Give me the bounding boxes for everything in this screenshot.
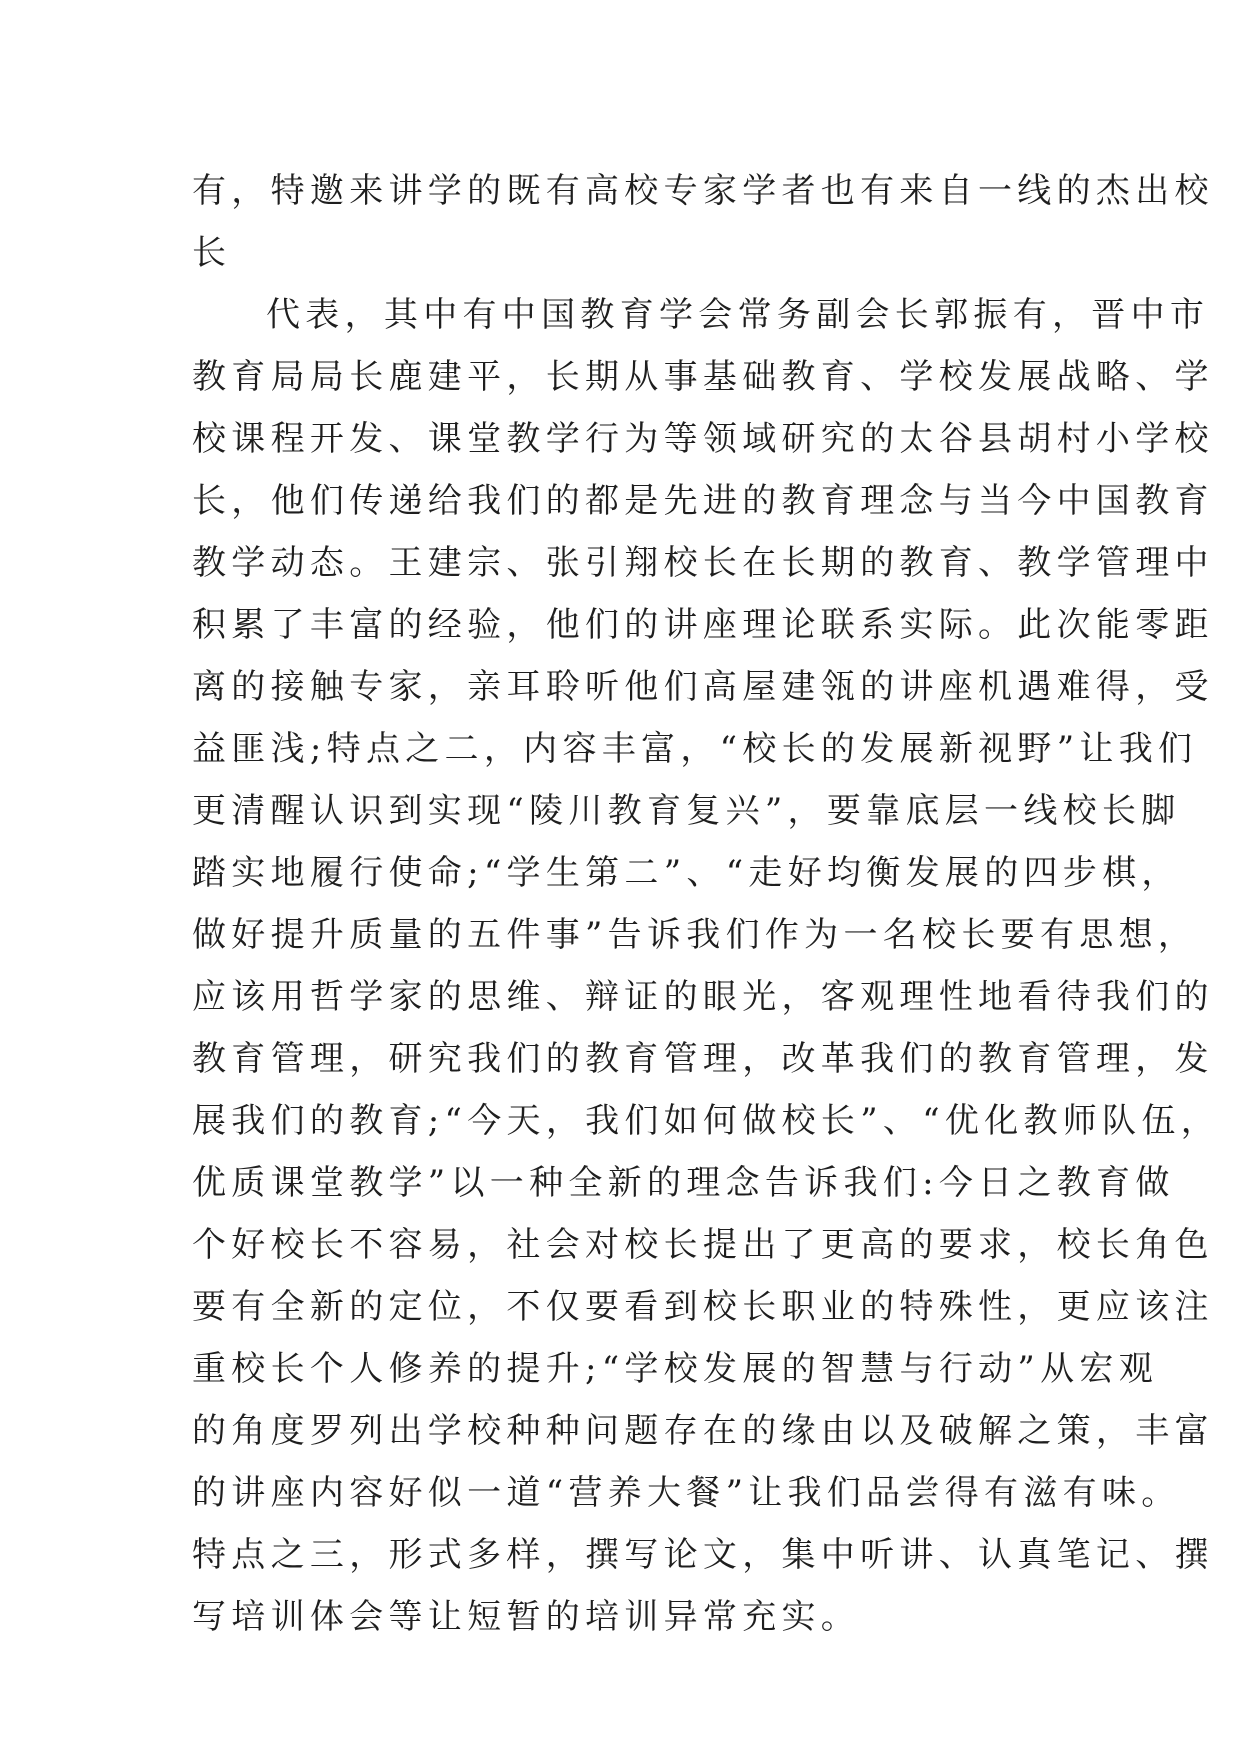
text-line-10: 益匪浅;特点之二，内容丰富，“校长的发展新视野”让我们 — [192, 729, 1198, 769]
text-line-5: 校课程开发、课堂教学行为等领域研究的太谷县胡村小学校 — [192, 419, 1214, 459]
text-line-11: 更清醒认识到实现“陵川教育复兴”，要靠底层一线校长脚 — [192, 791, 1181, 831]
text-line-19: 要有全新的定位，不仅要看到校长职业的特殊性，更应该注 — [192, 1287, 1214, 1327]
text-line-12: 踏实地履行使命;“学生第二”、“走好均衡发展的四步棋， — [192, 853, 1181, 893]
text-line-17: 优质课堂教学”以一种全新的理念告诉我们:今日之教育做 — [192, 1163, 1175, 1203]
body-text — [192, 160, 1220, 1648]
text-line-9: 离的接触专家，亲耳聆听他们高屋建瓴的讲座机遇难得，受 — [192, 667, 1214, 707]
text-line-3: 代表，其中有中国教育学会常务副会长郭振有，晋中市 — [266, 295, 1210, 335]
text-line-15: 教育管理，研究我们的教育管理，改革我们的教育管理，发 — [192, 1039, 1214, 1079]
text-line-22: 的讲座内容好似一道“营养大餐”让我们品尝得有滋有味。 — [192, 1473, 1181, 1513]
text-line-13: 做好提升质量的五件事”告诉我们作为一名校长要有思想， — [192, 915, 1198, 955]
text-line-18: 个好校长不容易，社会对校长提出了更高的要求，校长角色 — [192, 1225, 1214, 1265]
text-line-8: 积累了丰富的经验，他们的讲座理论联系实际。此次能零距 — [192, 605, 1214, 645]
text-line-14: 应该用哲学家的思维、辩证的眼光，客观理性地看待我们的 — [192, 977, 1214, 1017]
text-line-20: 重校长个人修养的提升;“学校发展的智慧与行动”从宏观 — [192, 1349, 1159, 1389]
text-line-6: 长，他们传递给我们的都是先进的教育理念与当今中国教育 — [192, 481, 1214, 521]
text-line-24: 写培训体会等让短暂的培训异常充实。 — [192, 1597, 861, 1637]
text-line-1: 有，特邀来讲学的既有高校专家学者也有来自一线的杰出校 — [192, 171, 1214, 211]
text-line-7: 教学动态。王建宗、张引翔校长在长期的教育、教学管理中 — [192, 543, 1214, 583]
text-line-21: 的角度罗列出学校种种问题存在的缘由以及破解之策，丰富 — [192, 1411, 1214, 1451]
text-line-23: 特点之三，形式多样，撰写论文，集中听讲、认真笔记、撰 — [192, 1535, 1214, 1575]
text-line-2: 长 — [192, 233, 232, 273]
text-line-16: 展我们的教育;“今天，我们如何做校长”、“优化教师队伍， — [192, 1101, 1220, 1141]
text-line-4: 教育局局长鹿建平，长期从事基础教育、学校发展战略、学 — [192, 357, 1214, 397]
